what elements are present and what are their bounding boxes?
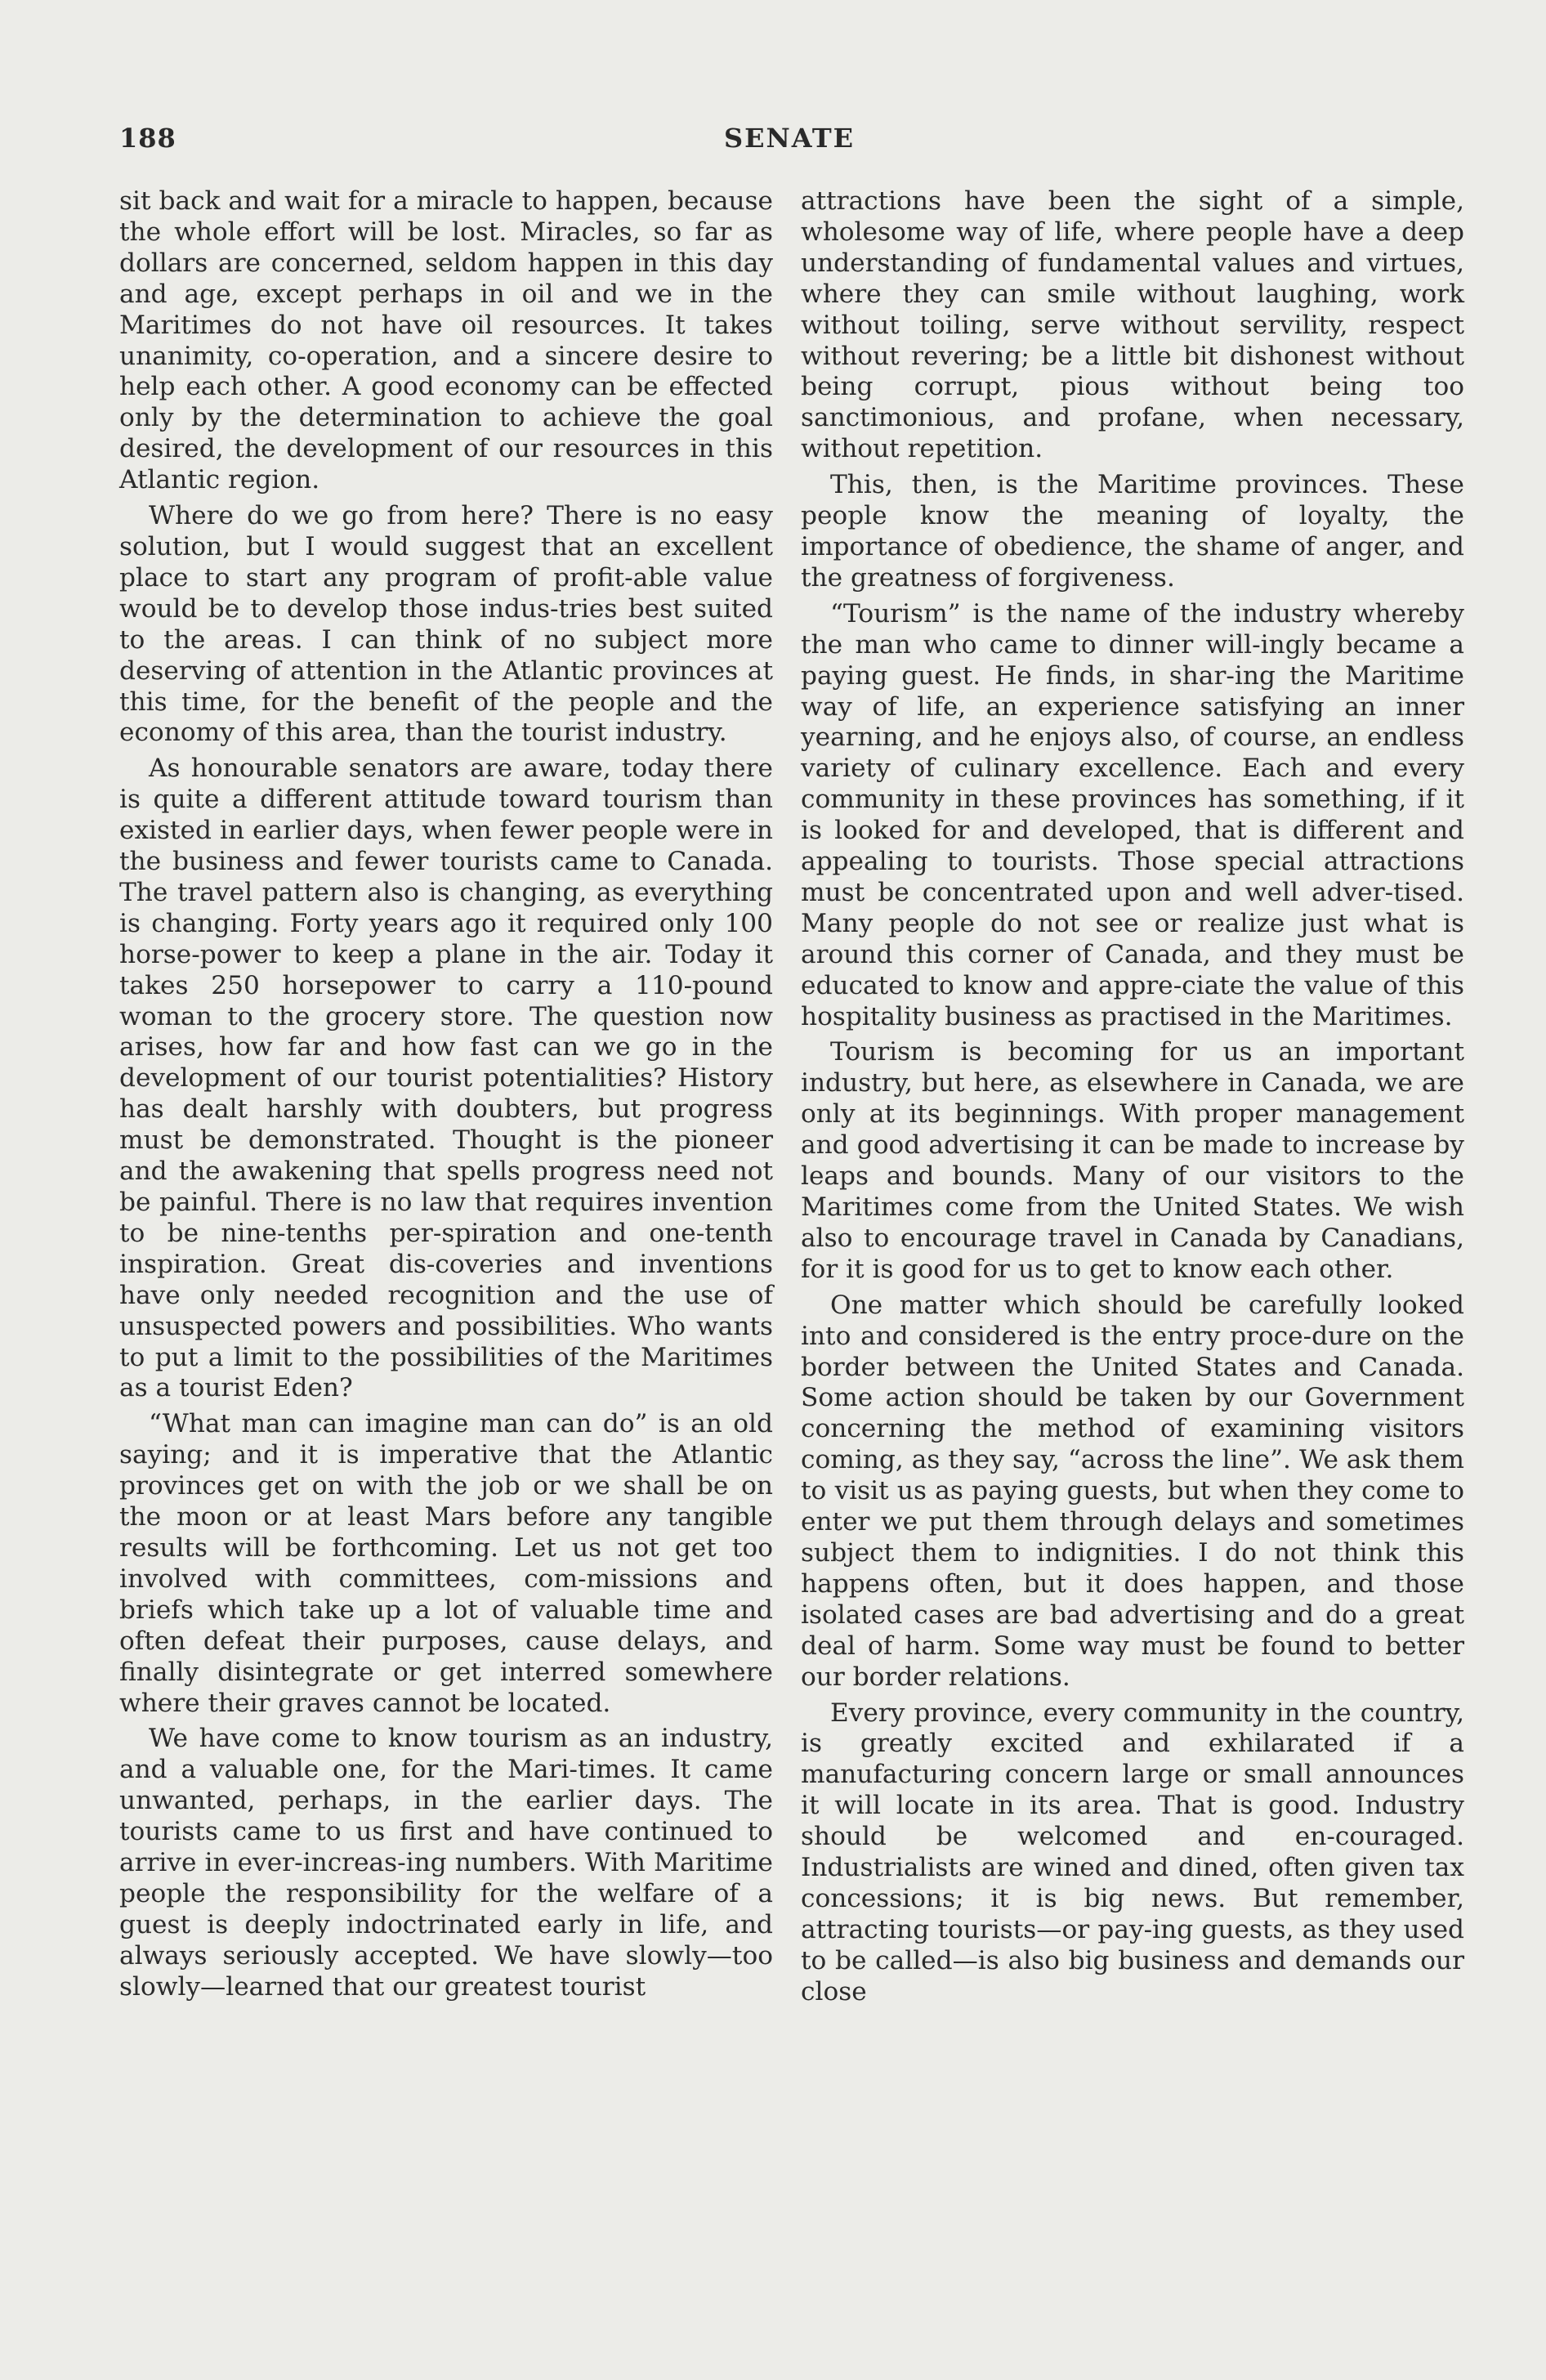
paragraph: attractions have been the sight of a simple, wholesome way of life, where people have a deep understanding of fundamental values and virtues, where they can smile without laughing, work without toiling, serve without servility, respect without revering; be a little bit dishonest without being corrupt, pious without being too sanctimonious, and profane, when necessary, without repetition. [801, 186, 1464, 464]
paragraph: Where do we go from here? There is no easy solution, but I would suggest that an excellent place to start any program of profit-able value would be to develop those indus-tries best suited to the areas. I can think of no subject more deserving of attention in the Atlantic provinces at this time, for the benefit of the people and the economy of this area, than the tourist industry. [119, 501, 773, 748]
page-number: 188 [119, 123, 176, 154]
right-column [801, 186, 1464, 2013]
left-column [119, 186, 773, 2008]
paragraph: Every province, every community in the country, is greatly excited and exhilarated if a manufacturing concern large or small announces it will locate in its area. That is good. Industry should be welcomed and en-couraged. Industrialists are wined and dined, often given tax concessions; it is big news. But remember, attracting tourists—or pay-ing guests, as they used to be called—is also big business and demands our close [801, 1698, 1464, 2006]
paragraph: Tourism is becoming for us an important industry, but here, as elsewhere in Canada, we are only at its beginnings. With proper management and good advertising it can be made to increase by leaps and bounds. Many of our visitors to the Maritimes come from the United States. We wish also to encourage travel in Canada by Canadians, for it is good for us to get to know each other. [801, 1037, 1464, 1284]
running-title: SENATE [723, 123, 856, 154]
paragraph: As honourable senators are aware, today there is quite a different attitude toward tourism than existed in earlier days, when fewer people were in the business and fewer tourists came to Canada. The travel pattern also is changing, as everything is changing. Forty years ago it required only 100 horse-power to keep a plane in the air. Today it takes 250 horsepower to carry a 110-pound woman to the grocery store. The question now arises, how far and how fast can we go in the development of our tourist potentialities? History has dealt harshly with doubters, but progress must be demonstrated. Thought is the pioneer and the awakening that spells progress need not be painful. There is no law that requires invention to be nine-tenths per-spiration and one-tenth inspiration. Great dis-coveries and inventions have only needed recognition and the use of unsuspected powers and possibilities. Who wants to put a limit to the possibilities of the Maritimes as a tourist Eden? [119, 754, 773, 1403]
paragraph: “Tourism” is the name of the industry whereby the man who came to dinner will-ingly became a paying guest. He finds, in shar-ing the Maritime way of life, an experience satisfying an inner yearning, and he enjoys also, of course, an endless variety of culinary excellence. Each and every community in these provinces has something, if it is looked for and developed, that is different and appealing to tourists. Those special attractions must be concentrated upon and well adver-tised. Many people do not see or realize just what is around this corner of Canada, and they must be educated to know and appre-ciate the value of this hospitality business as practised in the Maritimes. [801, 598, 1464, 1031]
page-header [119, 123, 1459, 163]
paragraph: “What man can imagine man can do” is an old saying; and it is imperative that the Atlantic provinces get on with the job or we shall be on the moon or at least Mars before any tangible results will be forthcoming. Let us not get too involved with committees, com-missions and briefs which take up a lot of valuable time and often defeat their purposes, cause delays, and finally disintegrate or get interred somewhere where their graves cannot be located. [119, 1409, 773, 1718]
paragraph: sit back and wait for a miracle to happen, because the whole effort will be lost. Miracles, so far as dollars are concerned, seldom happen in this day and age, except perhaps in oil and we in the Maritimes do not have oil resources. It takes unanimity, co-operation, and a sincere desire to help each other. A good economy can be effected only by the determination to achieve the goal desired, the development of our resources in this Atlantic region. [119, 186, 773, 495]
paragraph: This, then, is the Maritime provinces. These people know the meaning of loyalty, the importance of obedience, the shame of anger, and the greatness of forgiveness. [801, 470, 1464, 593]
paragraph: We have come to know tourism as an industry, and a valuable one, for the Mari-times. It came unwanted, perhaps, in the earlier days. The tourists came to us first and have continued to arrive in ever-increas-ing numbers. With Maritime people the responsibility for the welfare of a guest is deeply indoctrinated early in life, and always seriously accepted. We have slowly—too slowly—learned that our greatest tourist [119, 1724, 773, 2002]
paragraph: One matter which should be carefully looked into and considered is the entry proce-dure on the border between the United States and Canada. Some action should be taken by our Government concerning the method of examining visitors coming, as they say, “across the line”. We ask them to visit us as paying guests, but when they come to enter we put them through delays and sometimes subject them to indignities. I do not think this happens often, but it does happen, and those isolated cases are bad advertising and do a great deal of harm. Some way must be found to better our border relations. [801, 1290, 1464, 1692]
